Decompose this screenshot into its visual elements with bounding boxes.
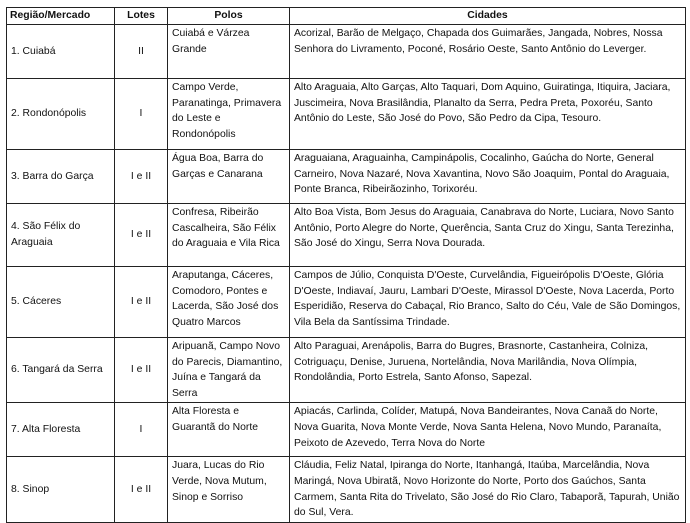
header-polos: Polos: [168, 8, 290, 25]
cidades-cell: Alto Araguaia, Alto Garças, Alto Taquari, Dom Aquino, Guiratinga, Itiquira, Jaciara, Juscimeira, Nova Brasilândia, Planalto da Serra, Pedra Preta, Poxoréu, Santo Antônio do Leste, São José do Povo, São Pedro da Cipa, Tesouro.: [290, 79, 686, 150]
table-row: [7, 267, 686, 338]
table-row: [7, 457, 686, 522]
polos-cell: Juara, Lucas do Rio Verde, Nova Mutum, Sinop e Sorriso: [168, 457, 290, 522]
polos-cell: Cuiabá e Várzea Grande: [168, 25, 290, 79]
regions-table: [6, 7, 686, 523]
cidades-cell: Campos de Júlio, Conquista D'Oeste, Curvelândia, Figueirópolis D'Oeste, Glória D'Oeste, Indiavaí, Jauru, Lambari D'Oeste, Mirassol D'Oeste, Nova Lacerda, Porto Esperidião, Reserva do Cabaçal, Rio Branco, Salto do Céu, Vale de São Domingos, Vila Bela da Santíssima Trindade.: [290, 267, 686, 338]
table-row: [7, 79, 686, 150]
lotes-cell: II: [115, 25, 168, 79]
lotes-cell: I e II: [115, 204, 168, 267]
lotes-cell: I e II: [115, 457, 168, 522]
lotes-cell: I: [115, 79, 168, 150]
table-row: [7, 150, 686, 204]
polos-cell: Água Boa, Barra do Garças e Canarana: [168, 150, 290, 204]
regiao-cell: 8. Sinop: [7, 457, 115, 522]
header-row: [7, 8, 686, 25]
cidades-cell: Araguaiana, Araguainha, Campinápolis, Cocalinho, Gaúcha do Norte, General Carneiro, Nova Nazaré, Nova Xavantina, Novo São Joaquim, Pontal do Araguaia, Ponte Branca, Ribeirãozinho, Torixoréu.: [290, 150, 686, 204]
table-row: [7, 403, 686, 457]
cidades-cell: Apiacás, Carlinda, Colíder, Matupá, Nova Bandeirantes, Nova Canaã do Norte, Nova Guarita, Nova Monte Verde, Nova Santa Helena, Novo Mundo, Paranaíta, Peixoto de Azevedo, Terra Nova do Norte: [290, 403, 686, 457]
table-row: [7, 338, 686, 403]
cidades-cell: Alto Boa Vista, Bom Jesus do Araguaia, Canabrava do Norte, Luciara, Novo Santo Antônio, Porto Alegre do Norte, Querência, Santa Cruz do Xingu, Santa Terezinha, São José do Xingu, Serra Nova Dourada.: [290, 204, 686, 267]
regiao-cell: 1. Cuiabá: [7, 25, 115, 79]
polos-cell: Confresa, Ribeirão Cascalheira, São Félix do Araguaia e Vila Rica: [168, 204, 290, 267]
regiao-cell: 7. Alta Floresta: [7, 403, 115, 457]
lotes-cell: I e II: [115, 267, 168, 338]
polos-cell: Campo Verde, Paranatinga, Primavera do Leste e Rondonópolis: [168, 79, 290, 150]
regiao-cell: 3. Barra do Garça: [7, 150, 115, 204]
polos-cell: Araputanga, Cáceres, Comodoro, Pontes e Lacerda, São José dos Quatro Marcos: [168, 267, 290, 338]
regiao-cell: 4. São Félix do Araguaia: [7, 204, 115, 267]
regiao-cell: 6. Tangará da Serra: [7, 338, 115, 403]
cidades-cell: Alto Paraguai, Arenápolis, Barra do Bugres, Brasnorte, Castanheira, Colniza, Cotriguaçu, Denise, Juruena, Nortelândia, Nova Marilândia, Nova Olímpia, Rondolândia, Porto Estrela, Santo Afonso, Sapezal.: [290, 338, 686, 403]
header-cidades: Cidades: [290, 8, 686, 25]
cidades-cell: Cláudia, Feliz Natal, Ipiranga do Norte, Itanhangá, Itaúba, Marcelândia, Nova Maringá, Nova Ubiratã, Novo Horizonte do Norte, Porto dos Gaúchos, Santa Carmem, Santa Rita do Trivelato, São José do Rio Claro, Tabaporã, Tapurah, União do Sul, Vera.: [290, 457, 686, 522]
table-row: [7, 204, 686, 267]
cidades-cell: Acorizal, Barão de Melgaço, Chapada dos Guimarães, Jangada, Nobres, Nossa Senhora do Livramento, Poconé, Rosário Oeste, Santo Antônio do Leverger.: [290, 25, 686, 79]
polos-cell: Alta Floresta e Guarantã do Norte: [168, 403, 290, 457]
polos-cell: Aripuanã, Campo Novo do Parecis, Diamantino, Juína e Tangará da Serra: [168, 338, 290, 403]
lotes-cell: I e II: [115, 338, 168, 403]
lotes-cell: I: [115, 403, 168, 457]
regiao-cell: 2. Rondonópolis: [7, 79, 115, 150]
header-lotes: Lotes: [115, 8, 168, 25]
header-regiao: Região/Mercado: [7, 8, 115, 25]
table-row: [7, 25, 686, 79]
regiao-cell: 5. Cáceres: [7, 267, 115, 338]
lotes-cell: I e II: [115, 150, 168, 204]
